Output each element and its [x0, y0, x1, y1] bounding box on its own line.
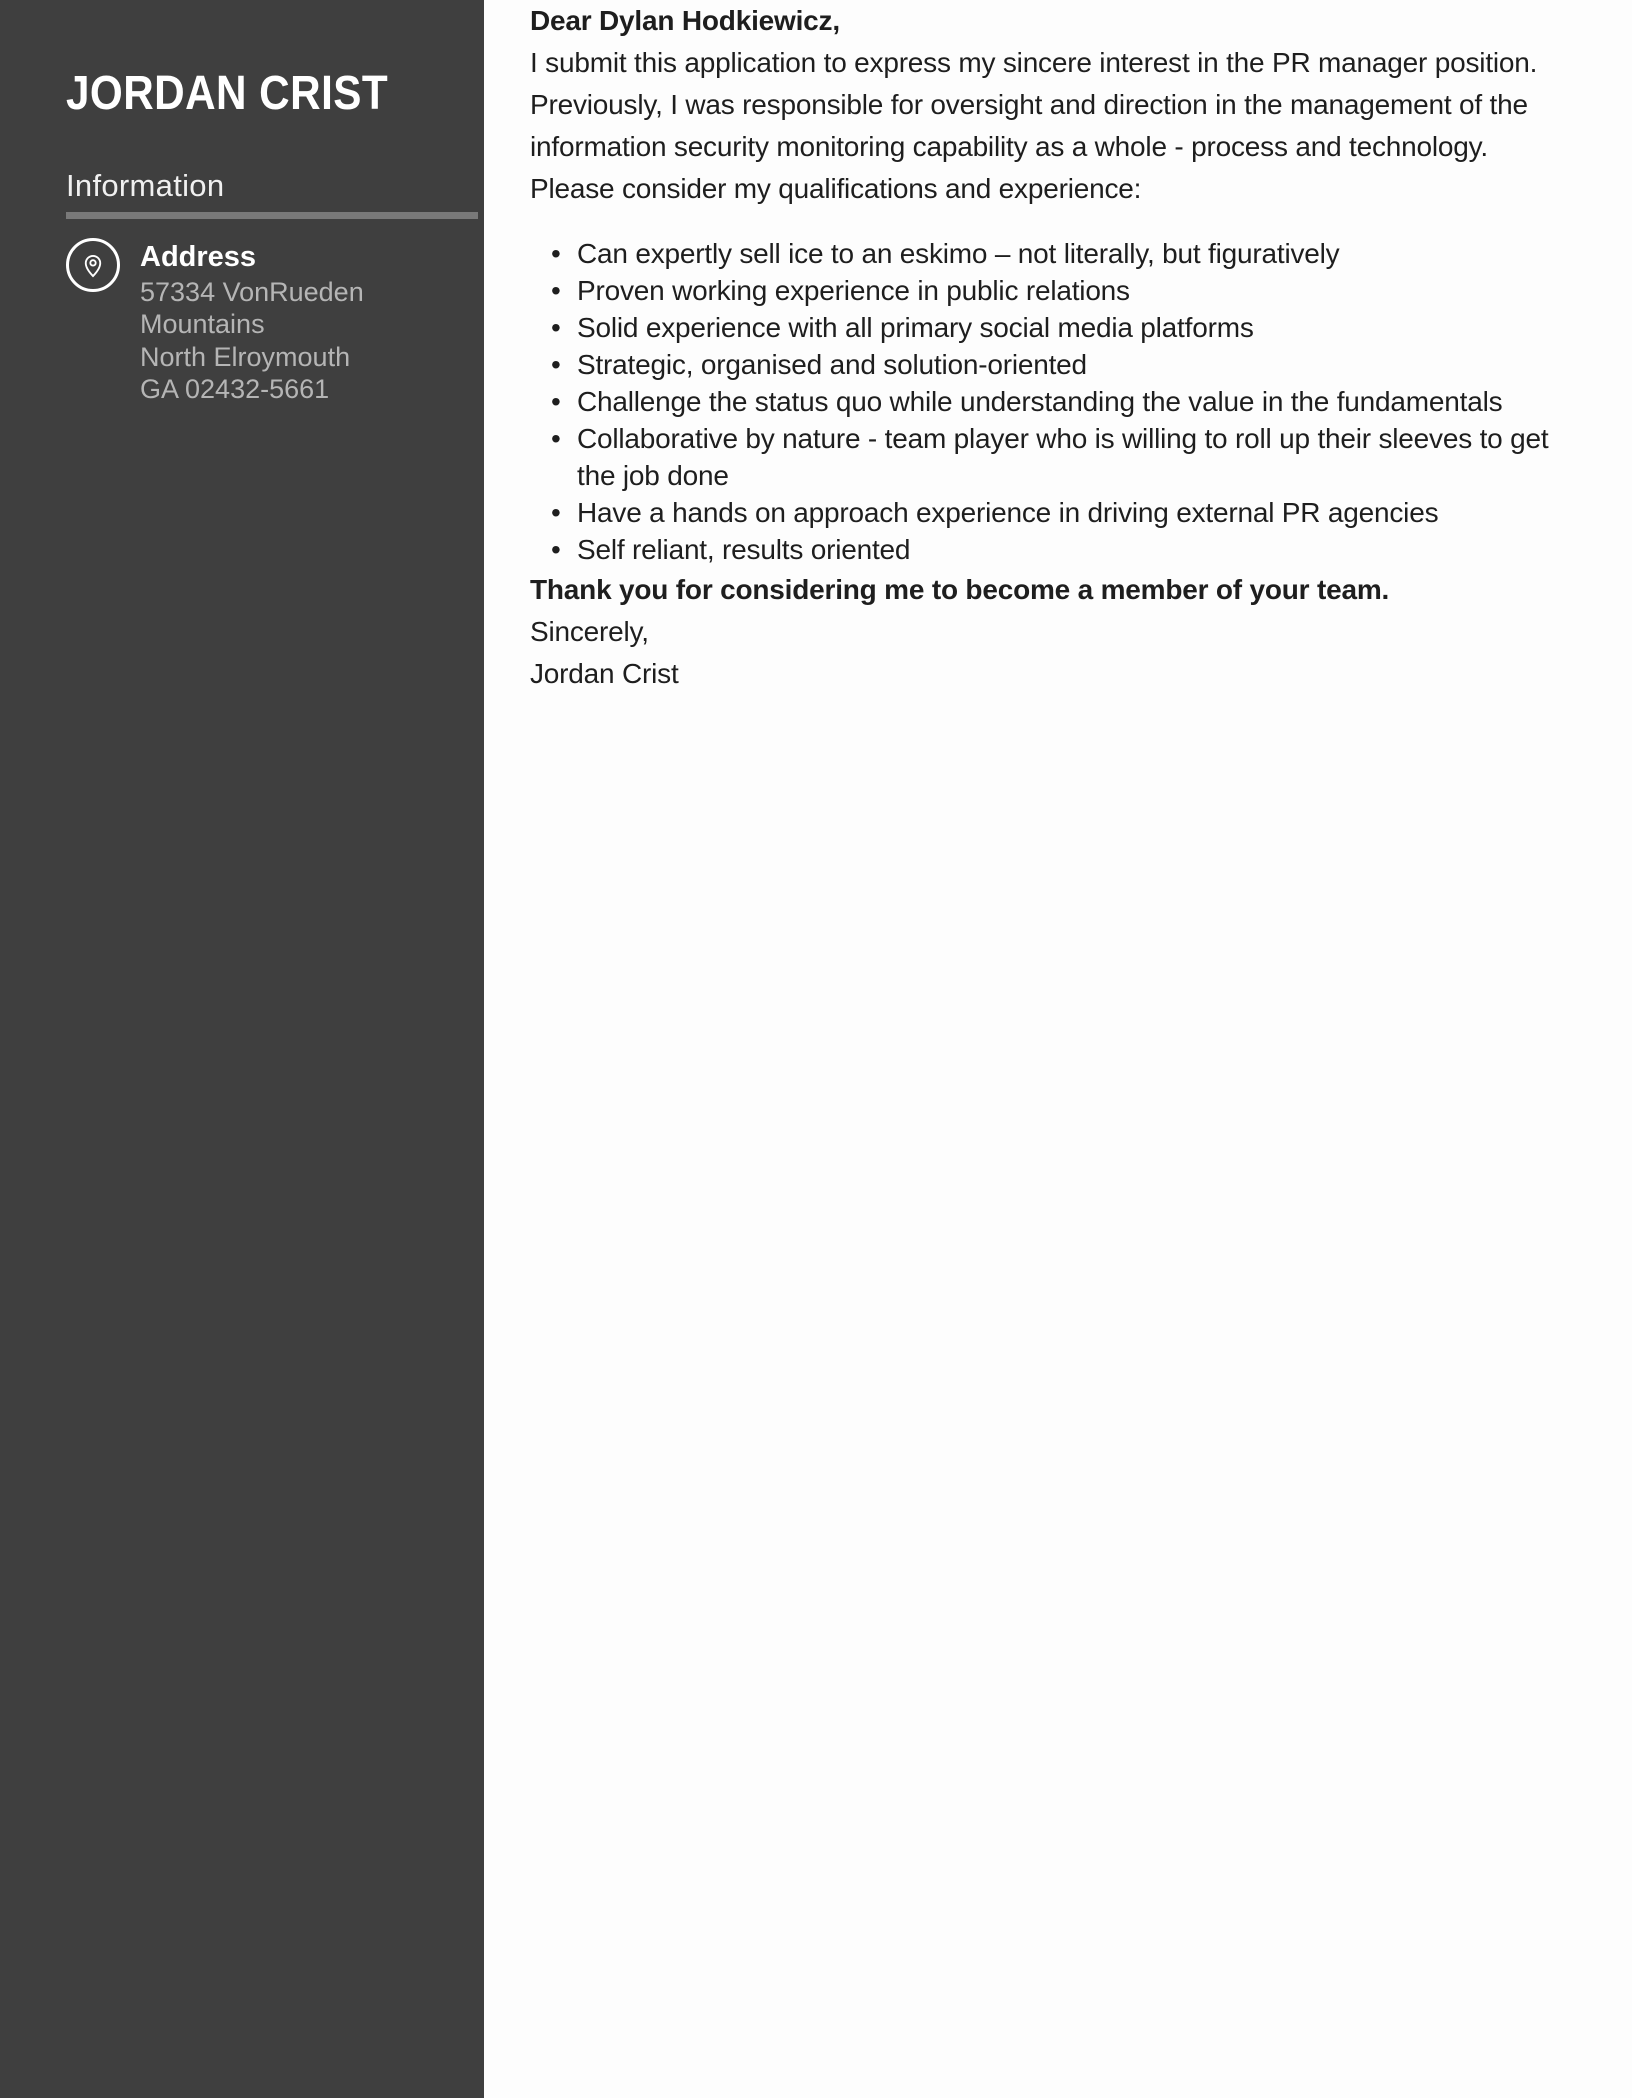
location-pin-icon	[66, 238, 120, 292]
address-label: Address	[140, 241, 257, 273]
qualification-item: • Proven working experience in public relations	[530, 273, 1562, 310]
qualification-item: • Solid experience with all primary social media platforms	[530, 310, 1562, 347]
address-block	[66, 238, 484, 405]
qualifications-list	[530, 236, 1562, 569]
qualification-item: • Challenge the status quo while understanding the value in the fundamentals	[530, 384, 1562, 421]
sidebar	[0, 0, 484, 2098]
qualifications-lead-in: Please consider my qualifications and experience:	[530, 173, 1142, 204]
qualification-item: • Self reliant, results oriented	[530, 532, 1562, 569]
letter-body	[530, 0, 1562, 695]
experience-paragraph: Previously, I was responsible for oversight and direction in the management of the information security monitoring capability as a whole - process and technology.	[530, 89, 1528, 162]
address-line-city: North Elroymouth	[140, 341, 351, 372]
closing-line: Thank you for considering me to become a member of your team.	[530, 573, 1390, 605]
signoff: Sincerely,	[530, 615, 649, 647]
intro-paragraph: I submit this application to express my sincere interest in the PR manager position.	[530, 47, 1538, 78]
address-line-street: 57334 VonRueden Mountains	[140, 276, 364, 340]
qualification-item: • Strategic, organised and solution-oriented	[530, 347, 1562, 384]
address-line-zip: GA 02432-5661	[140, 374, 330, 405]
salutation: Dear Dylan Hodkiewicz,	[530, 5, 840, 36]
sidebar-section-title: Information	[66, 168, 225, 203]
address-text	[140, 238, 484, 405]
section-divider	[66, 212, 478, 219]
qualification-item: • Can expertly sell ice to an eskimo – not literally, but figuratively	[530, 236, 1562, 273]
qualification-item: • Collaborative by nature - team player who is willing to roll up their sleeves to get the job done	[530, 421, 1562, 495]
signature-name: Jordan Crist	[530, 657, 679, 689]
candidate-name: JORDAN CRIST	[66, 67, 389, 120]
qualification-item: • Have a hands on approach experience in driving external PR agencies	[530, 495, 1562, 532]
